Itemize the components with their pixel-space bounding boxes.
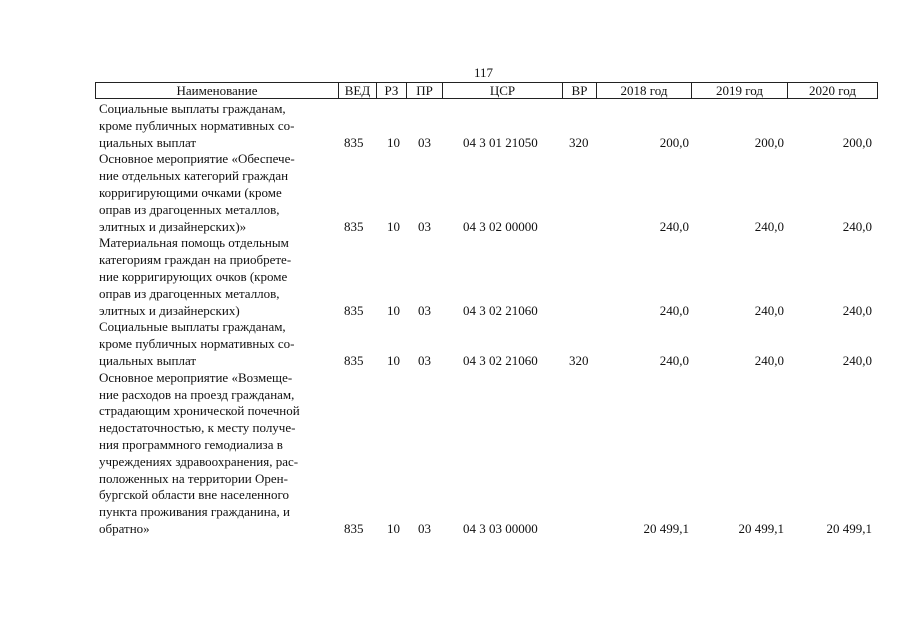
- row-2020: 20 499,1: [826, 520, 872, 536]
- row-pr: 03: [418, 520, 431, 536]
- row-name: Социальные выплаты гражданам, кроме публичных нормативных со- циальных выплат: [99, 101, 295, 150]
- column-header-vr: ВР: [562, 83, 596, 98]
- row-pr: 03: [418, 302, 431, 318]
- row-2020: 200,0: [842, 134, 872, 150]
- row-2019: 200,0: [754, 134, 784, 150]
- column-header-ved: ВЕД: [338, 83, 376, 98]
- row-rz: 10: [387, 352, 400, 368]
- row-ved: 835: [344, 218, 364, 234]
- row-2018: 240,0: [659, 352, 689, 368]
- row-vr: 320: [569, 134, 589, 150]
- row-csr: 04 3 02 21060: [463, 352, 538, 368]
- row-csr: 04 3 02 00000: [463, 218, 538, 234]
- row-name: Материальная помощь отдельным категориям граждан на приобрете- ние корригирующих очков (кроме оправ из драгоценных металлов, элитных и дизайнерских): [99, 235, 292, 318]
- row-name: Основное мероприятие «Обеспече- ние отдельных категорий граждан корригирующими очками (кроме оправ из драгоценных металлов, элитных и дизайнерских)»: [99, 151, 295, 234]
- row-2020: 240,0: [842, 352, 872, 368]
- row-rz: 10: [387, 520, 400, 536]
- row-pr: 03: [418, 352, 431, 368]
- row-2019: 20 499,1: [738, 520, 784, 536]
- row-ved: 835: [344, 302, 364, 318]
- column-header-2020: 2020 год: [787, 83, 877, 98]
- row-csr: 04 3 03 00000: [463, 520, 538, 536]
- row-name: Социальные выплаты гражданам, кроме публичных нормативных со- циальных выплат: [99, 319, 295, 368]
- row-ved: 835: [344, 134, 364, 150]
- row-2020: 240,0: [842, 302, 872, 318]
- column-header-2019: 2019 год: [691, 83, 787, 98]
- column-header-name: Наименование: [176, 83, 258, 98]
- row-2018: 20 499,1: [643, 520, 689, 536]
- row-ved: 835: [344, 520, 364, 536]
- row-rz: 10: [387, 134, 400, 150]
- row-csr: 04 3 01 21050: [463, 134, 538, 150]
- row-pr: 03: [418, 134, 431, 150]
- column-header-csr: ЦСР: [442, 83, 562, 98]
- row-vr: 320: [569, 352, 589, 368]
- row-name: Основное мероприятие «Возмеще- ние расходов на проезд гражданам, страдающим хронической почечной недостаточностью, к месту получе- ния программного гемодиализа в учреждениях здравоохранения, рас- положенных на территории Орен- бургской области вне населенного пункта проживания гражданина, и обратно»: [99, 369, 300, 536]
- row-2018: 200,0: [659, 134, 689, 150]
- row-2018: 240,0: [659, 218, 689, 234]
- row-rz: 10: [387, 302, 400, 318]
- row-pr: 03: [418, 218, 431, 234]
- row-2019: 240,0: [754, 218, 784, 234]
- column-header-rz: РЗ: [376, 83, 406, 98]
- column-header-pr: ПР: [406, 83, 442, 98]
- row-2020: 240,0: [842, 218, 872, 234]
- row-ved: 835: [344, 352, 364, 368]
- row-rz: 10: [387, 218, 400, 234]
- row-csr: 04 3 02 21060: [463, 302, 538, 318]
- row-2019: 240,0: [754, 352, 784, 368]
- page-number: 117: [474, 65, 494, 80]
- row-2018: 240,0: [659, 302, 689, 318]
- column-header-2018: 2018 год: [596, 83, 691, 98]
- table-header: [95, 82, 878, 99]
- row-2019: 240,0: [754, 302, 784, 318]
